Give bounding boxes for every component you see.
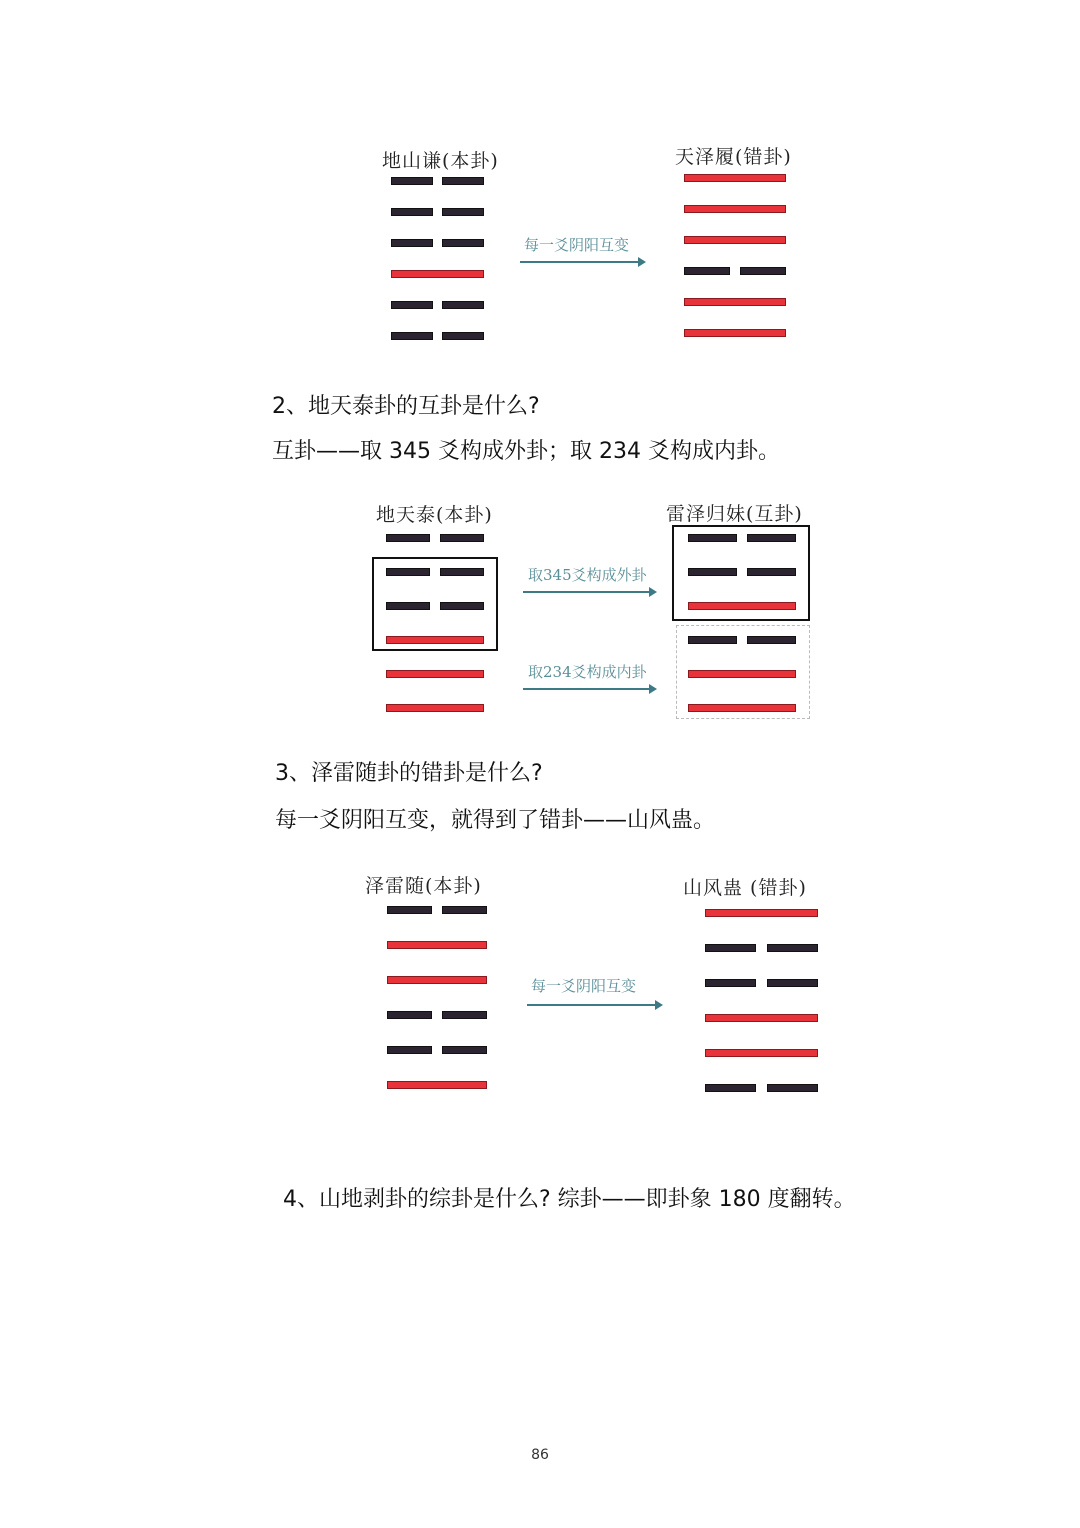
yin-line-segment bbox=[440, 534, 484, 542]
diagram2-right-title: 雷泽归妹(互卦) bbox=[666, 503, 803, 525]
yang-line bbox=[391, 270, 484, 278]
question4-text: 4、山地剥卦的综卦是什么? 综卦——即卦象 180 度翻转。 bbox=[283, 1187, 856, 1212]
yin-line-segment bbox=[442, 332, 484, 340]
yin-line-segment bbox=[688, 636, 737, 644]
yang-line bbox=[387, 941, 487, 949]
yin-line-segment bbox=[688, 568, 737, 576]
yin-line-segment bbox=[442, 239, 484, 247]
yin-line-segment bbox=[442, 1011, 487, 1019]
question2-answer: 互卦——取 345 爻构成外卦；取 234 爻构成内卦。 bbox=[272, 439, 780, 464]
yang-line bbox=[688, 602, 796, 610]
diagram2-arrow-top-icon bbox=[523, 591, 655, 593]
yang-line bbox=[684, 298, 786, 306]
yin-line-segment bbox=[386, 568, 430, 576]
yang-line bbox=[705, 1014, 818, 1022]
yin-line-segment bbox=[391, 301, 433, 309]
yin-line-segment bbox=[767, 979, 818, 987]
yang-line bbox=[684, 236, 786, 244]
yin-line-segment bbox=[386, 534, 430, 542]
yin-line-segment bbox=[391, 332, 433, 340]
yang-line bbox=[386, 636, 484, 644]
question3-text: 3、泽雷随卦的错卦是什么? bbox=[275, 761, 543, 786]
yin-line-segment bbox=[387, 1011, 432, 1019]
yang-line bbox=[705, 909, 818, 917]
yin-line-segment bbox=[442, 301, 484, 309]
diagram1-right-title: 天泽履(错卦) bbox=[675, 146, 792, 168]
yang-line bbox=[387, 976, 487, 984]
yin-line-segment bbox=[387, 1046, 432, 1054]
yin-line-segment bbox=[386, 602, 430, 610]
yang-line bbox=[684, 205, 786, 213]
yang-line bbox=[387, 1081, 487, 1089]
yang-line bbox=[688, 670, 796, 678]
yin-line-segment bbox=[440, 602, 484, 610]
diagram3-arrow-label: 每一爻阴阳互变 bbox=[531, 977, 637, 995]
yin-line-segment bbox=[747, 568, 796, 576]
yin-line-segment bbox=[387, 906, 432, 914]
page-number: 86 bbox=[531, 1447, 549, 1463]
yin-line-segment bbox=[688, 534, 737, 542]
yin-line-segment bbox=[705, 979, 756, 987]
diagram3-left-title: 泽雷随(本卦) bbox=[365, 875, 482, 897]
yin-line-segment bbox=[705, 1084, 756, 1092]
yin-line-segment bbox=[767, 944, 818, 952]
yin-line-segment bbox=[391, 239, 433, 247]
yang-line bbox=[386, 670, 484, 678]
diagram2-left-title: 地天泰(本卦) bbox=[376, 504, 493, 526]
yang-line bbox=[705, 1049, 818, 1057]
yin-line-segment bbox=[767, 1084, 818, 1092]
yin-line-segment bbox=[442, 906, 487, 914]
yin-line-segment bbox=[740, 267, 786, 275]
diagram1-left-title: 地山谦(本卦) bbox=[382, 150, 499, 172]
yin-line-segment bbox=[440, 568, 484, 576]
yin-line-segment bbox=[442, 1046, 487, 1054]
yin-line-segment bbox=[705, 944, 756, 952]
diagram1-arrow-icon bbox=[520, 261, 644, 263]
diagram2-arrow-label-top: 取345爻构成外卦 bbox=[528, 566, 647, 584]
yin-line-segment bbox=[442, 177, 484, 185]
yin-line-segment bbox=[684, 267, 730, 275]
diagram2-arrow-bottom-icon bbox=[523, 688, 655, 690]
yin-line-segment bbox=[747, 636, 796, 644]
yin-line-segment bbox=[747, 534, 796, 542]
question2-text: 2、地天泰卦的互卦是什么? bbox=[272, 394, 540, 419]
yang-line bbox=[386, 704, 484, 712]
yin-line-segment bbox=[391, 177, 433, 185]
diagram3-arrow-icon bbox=[527, 1004, 661, 1006]
question3-answer: 每一爻阴阳互变，就得到了错卦——山风蛊。 bbox=[275, 808, 716, 833]
diagram1-arrow-label: 每一爻阴阳互变 bbox=[524, 236, 630, 254]
yang-line bbox=[684, 329, 786, 337]
yang-line bbox=[688, 704, 796, 712]
diagram2-arrow-label-bottom: 取234爻构成内卦 bbox=[528, 663, 647, 681]
yang-line bbox=[684, 174, 786, 182]
yin-line-segment bbox=[442, 208, 484, 216]
diagram3-right-title: 山风蛊 (错卦) bbox=[683, 877, 807, 899]
yin-line-segment bbox=[391, 208, 433, 216]
